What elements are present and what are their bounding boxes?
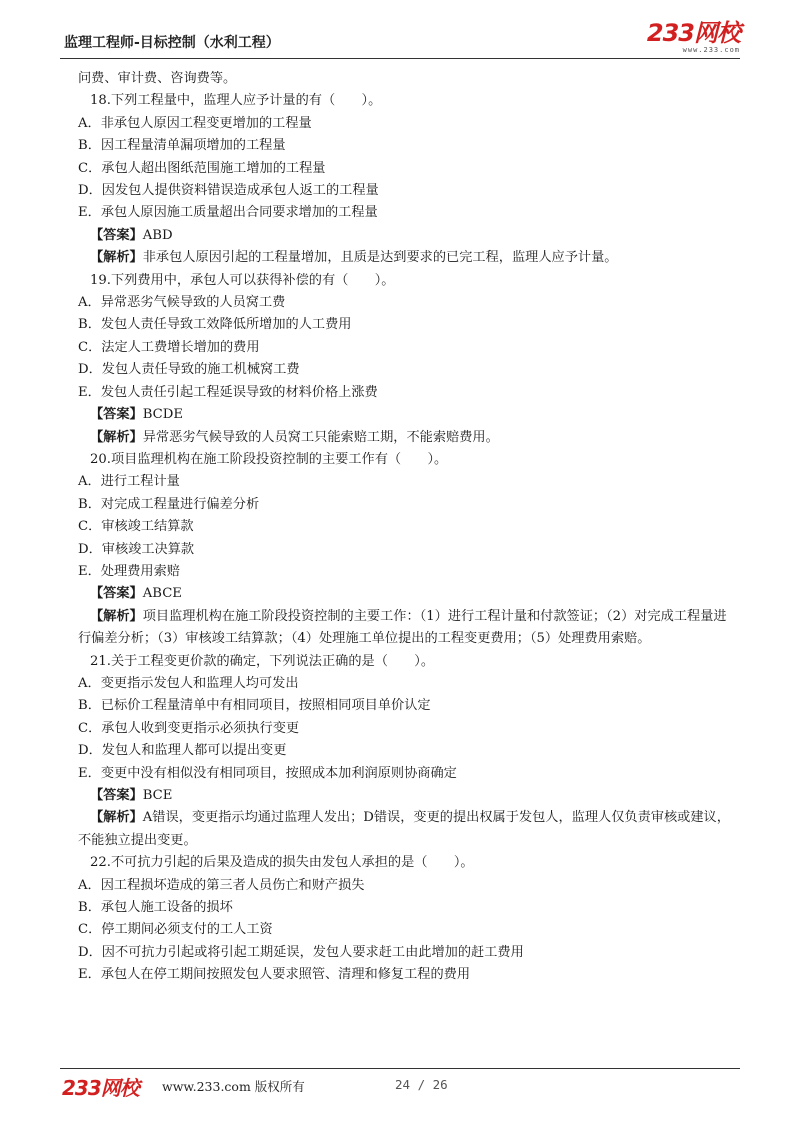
text-line <box>78 314 738 336</box>
text-line <box>78 270 738 292</box>
text-line <box>78 763 738 785</box>
text-line <box>78 180 738 202</box>
line-text: D．发包人和监理人都可以提出变更 <box>78 743 287 759</box>
line-text: D．发包人责任导致的施工机械窝工费 <box>78 362 300 378</box>
line-text: A．进行工程计量 <box>78 474 180 490</box>
line-text: 项目监理机构在施工阶段投资控制的主要工作：（1）进行工程计量和付款签证；（2）对完成工程量进行偏差分析；（3）审核竣工结算款；（4）处理施工单位提出的工程变更费用；（5）处理费用索赔。 <box>78 608 727 647</box>
answer-line <box>78 404 738 426</box>
line-text: A．异常恶劣气候导致的人员窝工费 <box>78 295 286 311</box>
line-text: D．因发包人提供资料错误造成承包人返工的工程量 <box>78 183 379 199</box>
line-tag: 【答案】 <box>90 227 143 243</box>
text-line <box>78 359 738 381</box>
line-text: A错误，变更指示均通过监理人发出；D错误，变更的提出权属于发包人，监理人仅负责审核或建议，不能独立提出变更。 <box>78 810 730 848</box>
text-line <box>78 695 738 717</box>
text-line <box>78 292 738 314</box>
line-text: B．因工程量清单漏项增加的工程量 <box>78 138 286 154</box>
line-tag: 【解析】 <box>90 608 143 624</box>
line-text: B．对完成工程量进行偏差分析 <box>78 496 260 512</box>
answer-line <box>78 583 738 605</box>
explanation-line <box>78 427 738 449</box>
document-title: 监理工程师-目标控制（水利工程） <box>64 35 280 51</box>
text-line <box>78 449 738 471</box>
text-line <box>78 90 738 112</box>
page-number: 24 / 26 <box>395 1077 448 1092</box>
line-text: C．承包人收到变更指示必须执行变更 <box>78 720 300 736</box>
copyright-text: www.233.com 版权所有 <box>162 1079 305 1094</box>
text-line <box>78 897 738 919</box>
text-line <box>78 651 738 673</box>
line-text: E．处理费用索赔 <box>78 563 180 579</box>
line-text: C．审核竣工结算款 <box>78 519 194 535</box>
text-line <box>78 494 738 516</box>
line-text: BCE <box>142 788 173 803</box>
brand-logo[interactable] <box>630 20 740 56</box>
line-text: A．因工程损坏造成的第三者人员伤亡和财产损失 <box>78 877 365 893</box>
text-line <box>78 539 738 561</box>
line-text: 21.关于工程变更价款的确定，下列说法正确的是（ ）。 <box>90 653 435 669</box>
text-line <box>78 68 738 90</box>
explanation-line <box>78 247 738 269</box>
text-line <box>78 202 738 224</box>
answer-line <box>78 785 738 807</box>
line-tag: 【答案】 <box>90 788 143 803</box>
text-line <box>78 942 738 964</box>
header-divider <box>60 58 740 59</box>
line-text: B．承包人施工设备的损坏 <box>78 900 233 916</box>
line-tag: 【解析】 <box>90 429 143 445</box>
line-text: BCDE <box>142 407 183 423</box>
brand-logo-url: www.233.com <box>682 46 740 54</box>
text-line <box>78 516 738 538</box>
line-text: 异常恶劣气候导致的人员窝工只能索赔工期，不能索赔费用。 <box>142 429 499 445</box>
line-text: 19.下列费用中，承包人可以获得补偿的有（ ）。 <box>90 272 395 288</box>
text-line <box>78 135 738 157</box>
text-line <box>78 718 738 740</box>
line-text: 20.项目监理机构在施工阶段投资控制的主要工作有（ ）。 <box>90 451 448 467</box>
text-line <box>78 337 738 359</box>
footer-logo[interactable]: 233网校 <box>62 1076 139 1100</box>
explanation-line <box>78 606 738 651</box>
text-line <box>78 113 738 135</box>
line-text: B．发包人责任导致工效降低所增加的人工费用 <box>78 317 352 333</box>
line-text: C．承包人超出图纸范围施工增加的工程量 <box>78 160 326 176</box>
page-header <box>60 18 740 58</box>
line-text: D．审核竣工决算款 <box>78 541 195 557</box>
explanation-line <box>78 807 738 852</box>
line-text: A．非承包人原因工程变更增加的工程量 <box>78 115 312 131</box>
text-line <box>78 382 738 404</box>
line-tag: 【解析】 <box>90 250 143 266</box>
line-text: E．承包人原因施工质量超出合同要求增加的工程量 <box>78 205 378 221</box>
line-text: ABD <box>142 227 173 243</box>
text-line <box>78 919 738 941</box>
line-text: C．停工期间必须支付的工人工资 <box>78 922 273 938</box>
line-text: B．已标价工程量清单中有相同项目，按照相同项目单价认定 <box>78 698 431 714</box>
brand-logo-text: 233网校 <box>646 19 740 47</box>
line-tag: 【解析】 <box>90 810 143 826</box>
line-text: 18.下列工程量中，监理人应予计量的有（ ）。 <box>90 93 382 109</box>
line-text: 22.不可抗力引起的后果及造成的损失由发包人承担的是（ ）。 <box>90 855 474 871</box>
text-line <box>78 740 738 762</box>
text-line <box>78 158 738 180</box>
answer-line <box>78 225 738 247</box>
text-line <box>78 561 738 583</box>
text-line <box>78 964 738 986</box>
line-text: E．发包人责任引起工程延误导致的材料价格上涨费 <box>78 384 378 400</box>
line-text: E．承包人在停工期间按照发包人要求照管、清理和修复工程的费用 <box>78 967 471 983</box>
text-line <box>78 852 738 874</box>
line-tag: 【答案】 <box>90 407 143 423</box>
line-text: 问费、审计费、咨询费等。 <box>78 71 237 86</box>
line-tag: 【答案】 <box>90 586 143 602</box>
line-text: A．变更指示发包人和监理人均可发出 <box>78 675 299 691</box>
footer-divider <box>60 1068 740 1069</box>
line-text: ABCE <box>142 586 182 602</box>
text-line <box>78 471 738 493</box>
question-content <box>78 68 738 987</box>
page-footer <box>60 1074 740 1098</box>
line-text: 非承包人原因引起的工程量增加，且质是达到要求的已完工程，监理人应予计量。 <box>142 250 618 266</box>
text-line <box>78 673 738 695</box>
line-text: C．法定人工费增长增加的费用 <box>78 339 260 355</box>
line-text: E．变更中没有相似没有相同项目，按照成本加利润原则协商确定 <box>78 765 457 781</box>
line-text: D．因不可抗力引起或将引起工期延误，发包人要求赶工由此增加的赶工费用 <box>78 944 524 960</box>
text-line <box>78 875 738 897</box>
